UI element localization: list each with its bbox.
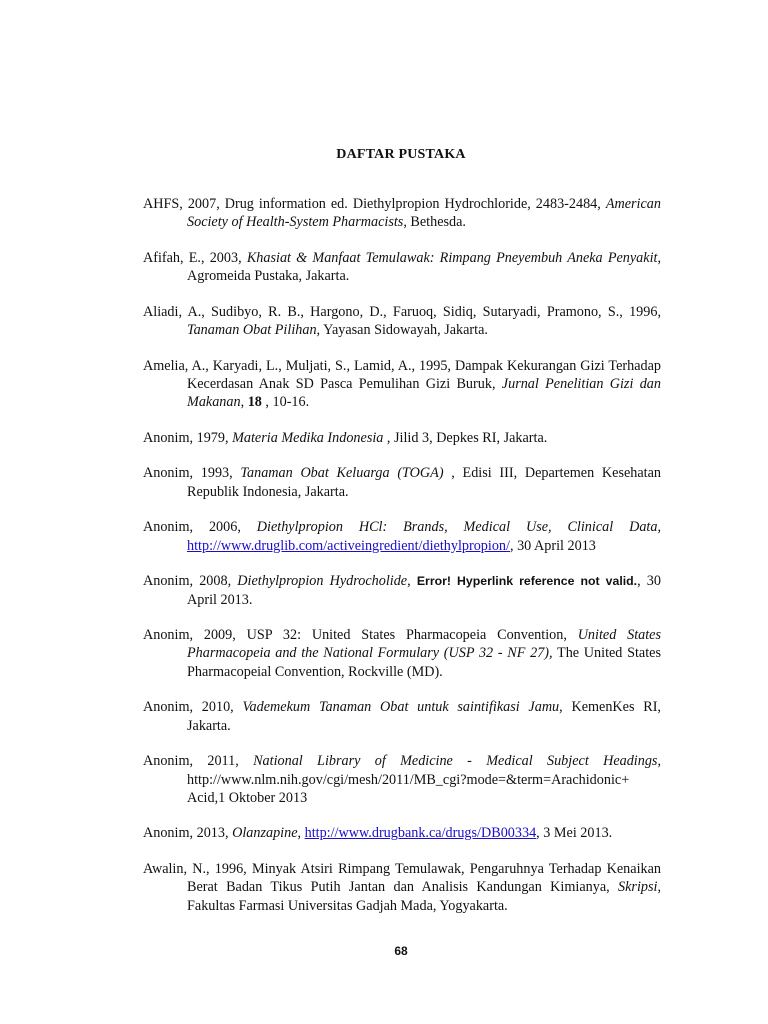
- reference-text: ,: [297, 825, 305, 842]
- reference-text: Anonim, 1993,: [143, 465, 241, 482]
- reference-text: , 10-16.: [261, 394, 310, 411]
- reference-entry: [143, 195, 661, 232]
- reference-entry: [143, 752, 661, 807]
- reference-link[interactable]: http://www.drugbank.ca/drugs/DB00334: [304, 825, 537, 842]
- reference-list: [143, 195, 661, 932]
- reference-entry: [143, 303, 661, 340]
- reference-entry: [143, 572, 661, 609]
- reference-text: Anonim, 2011,: [143, 753, 254, 770]
- reference-text: , Jilid 3, Depkes RI, Jakarta.: [383, 429, 548, 446]
- reference-text: Anonim, 1979,: [143, 429, 233, 446]
- reference-entry: [143, 429, 661, 447]
- page-title: DAFTAR PUSTAKA: [336, 147, 466, 162]
- reference-title: American Society of Health-System Pharmacists: [187, 196, 661, 231]
- reference-entry: [143, 464, 661, 501]
- reference-title: Skripsi: [618, 879, 658, 896]
- reference-title: Diethylpropion Hydrocholide: [237, 573, 408, 590]
- reference-volume: 18: [247, 394, 262, 411]
- reference-text: , 30 April 2013.: [187, 573, 661, 608]
- reference-link[interactable]: http://www.druglib.com/activeingredient/diethylpropion/: [187, 537, 510, 554]
- reference-title: Materia Medika Indonesia: [232, 429, 384, 446]
- reference-text: Anonim, 2010,: [143, 699, 243, 716]
- reference-text: Yayasan Sidowayah, Jakarta.: [320, 322, 488, 339]
- reference-text: Anonim, 2013,: [143, 825, 233, 842]
- reference-text: Aliadi, A., Sudibyo, R. B., Hargono, D., Faruoq, Sidiq, Sutaryadi, Pramono, S., 1996,: [143, 303, 661, 320]
- reference-text: , Fakultas Farmasi Universitas Gadjah Mada, Yogyakarta.: [187, 879, 661, 914]
- reference-text: Anonim, 2006,: [143, 519, 257, 536]
- reference-text: , KemenKes RI, Jakarta.: [187, 699, 661, 734]
- reference-title: United States Pharmacopeia and the National Formulary (USP 32 - NF 27),: [187, 627, 661, 662]
- reference-entry: [143, 518, 661, 555]
- page-number: 68: [394, 944, 408, 958]
- reference-entry: [143, 698, 661, 735]
- reference-title: Tanaman Obat Keluarga (TOGA): [240, 465, 444, 482]
- reference-entry: [143, 357, 661, 412]
- hyperlink-error: Error! Hyperlink reference not valid.: [416, 574, 638, 589]
- reference-title: Diethylpropion HCl: Brands, Medical Use, Clinical Data: [256, 519, 658, 536]
- reference-text: , 30 April 2013: [509, 537, 596, 554]
- reference-title: Vademekum Tanaman Obat untuk saintifikasi Jamu: [242, 699, 560, 716]
- reference-entry: [143, 626, 661, 681]
- reference-title: Olanzapine: [232, 825, 298, 842]
- reference-text: Anonim, 2008,: [143, 573, 238, 590]
- reference-text: Amelia, A., Karyadi, L., Muljati, S., Lamid, A., 1995, Dampak Kekurangan Gizi Terhadap Kecerdasan Anak SD Pasca Pemulihan Gizi Buruk,: [143, 357, 661, 392]
- reference-entry: [143, 249, 661, 286]
- reference-title: Khasiat & Manfaat Temulawak: Rimpang Pneyembuh Aneka Penyakit: [246, 249, 658, 266]
- reference-text: ,: [240, 394, 248, 411]
- reference-title: Jurnal Penelitian Gizi dan Makanan: [187, 375, 661, 411]
- reference-text: ,: [657, 519, 661, 536]
- reference-text: Awalin, N., 1996, Minyak Atsiri Rimpang Temulawak, Pengaruhnya Terhadap Kenaikan Berat Badan Tikus Putih Jantan dan Analisis Kandungan Kimianya,: [143, 860, 661, 896]
- reference-text: , http://www.nlm.nih.gov/cgi/mesh/2011/MB_cgi?mode=&term=Arachidonic+ Acid,1 Oktober 2013: [187, 753, 661, 806]
- reference-text: ,: [407, 573, 417, 590]
- reference-text: The United States Pharmacopeial Convention, Rockville (MD).: [187, 645, 661, 680]
- reference-text: Afifah, E., 2003,: [143, 249, 247, 266]
- reference-text: , Agromeida Pustaka, Jakarta.: [187, 249, 662, 285]
- reference-text: Anonim, 2009, USP 32: United States Pharmacopeia Convention,: [143, 627, 578, 644]
- reference-entry: [143, 860, 661, 915]
- reference-text: , 3 Mei 2013.: [536, 825, 613, 842]
- reference-title: National Library of Medicine - Medical Subject Headings: [253, 753, 658, 770]
- reference-text: , Edisi III, Departemen Kesehatan Republik Indonesia, Jakarta.: [187, 465, 661, 500]
- reference-entry: [143, 824, 661, 842]
- reference-text: AHFS, 2007, Drug information ed. Diethylpropion Hydrochloride, 2483-2484,: [143, 196, 606, 212]
- reference-title: Tanaman Obat Pilihan,: [187, 322, 321, 339]
- reference-text: , Bethesda.: [403, 214, 466, 231]
